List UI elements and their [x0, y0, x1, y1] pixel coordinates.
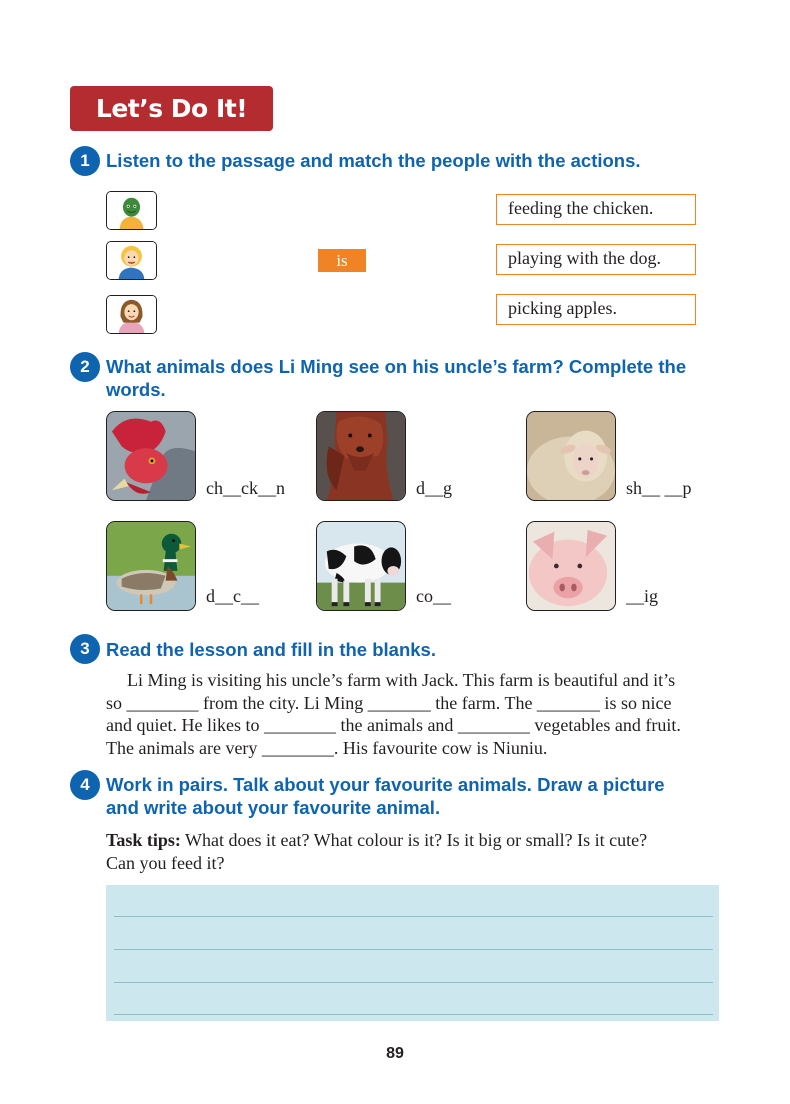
writing-line [114, 916, 713, 917]
cow-photo [316, 521, 406, 611]
task-tips [106, 829, 726, 875]
paragraph-line: so ________ from the city. Li Ming _______ the farm. The _______ is so nice [106, 692, 672, 713]
question-2-title-line-2: words. [106, 379, 166, 400]
writing-line [114, 982, 713, 983]
animal-word-3: sh__ __p [626, 478, 692, 498]
question-4-title-line-1: Work in pairs. Talk about your favourite animals. Draw a picture [106, 774, 665, 795]
dog-photo [316, 411, 406, 501]
question-number-1: 1 [70, 146, 100, 176]
action-picking-apples[interactable]: picking apples. [496, 294, 696, 325]
green-boy-portrait-icon [107, 192, 156, 229]
verb-is-label: is [318, 249, 366, 272]
question-2-title-line-1: What animals does Li Ming see on his uncle’s farm? Complete the [106, 356, 687, 377]
question-3-title: Read the lesson and fill in the blanks. [106, 639, 436, 660]
writing-line [114, 1014, 713, 1015]
question-number-2: 2 [70, 352, 100, 382]
paragraph-line: and quiet. He likes to ________ the animals and ________ vegetables and fruit. [106, 715, 681, 735]
person-1-picture [106, 191, 157, 230]
page-number: 89 [386, 1045, 404, 1062]
animal-word-6: __ig [626, 586, 659, 606]
pig-photo [526, 521, 616, 611]
action-feeding-chicken[interactable]: feeding the chicken. [496, 194, 696, 225]
sheep-photo [526, 411, 616, 501]
person-3-picture [106, 295, 157, 334]
task-tips-line-2: Can you feed it? [106, 853, 225, 873]
blonde-girl-portrait-icon [107, 242, 156, 279]
writing-line [114, 949, 713, 950]
paragraph-line: Li Ming is visiting his uncle’s farm with Jack. This farm is beautiful and it’s [127, 670, 676, 690]
question-4-title-line-2: and write about your favourite animal. [106, 797, 441, 818]
person-2-picture [106, 241, 157, 280]
animal-word-2: d__g [416, 478, 452, 498]
animal-word-5: co__ [416, 586, 451, 606]
section-banner: Let’s Do It! [70, 86, 273, 131]
task-tips-label: Task tips: [106, 830, 181, 850]
task-tips-line-1 [106, 829, 726, 852]
task-tips-text: What does it eat? What colour is it? Is it big or small? Is it cute? [180, 830, 648, 850]
brown-hair-girl-portrait-icon [107, 296, 156, 333]
writing-area[interactable] [106, 885, 719, 1021]
duck-photo [106, 521, 196, 611]
question-number-3: 3 [70, 634, 100, 664]
fill-in-paragraph [106, 669, 726, 759]
question-number-4: 4 [70, 770, 100, 800]
question-4-title [106, 773, 665, 819]
paragraph-line: The animals are very ________. His favourite cow is Niuniu. [106, 737, 548, 758]
question-2-title [106, 355, 686, 401]
question-1-title: Listen to the passage and match the people with the actions. [106, 150, 641, 171]
animal-word-1: ch__ck__n [206, 478, 285, 498]
animal-word-4: d__c__ [206, 586, 259, 606]
action-playing-dog[interactable]: playing with the dog. [496, 244, 696, 275]
rooster-photo [106, 411, 196, 501]
